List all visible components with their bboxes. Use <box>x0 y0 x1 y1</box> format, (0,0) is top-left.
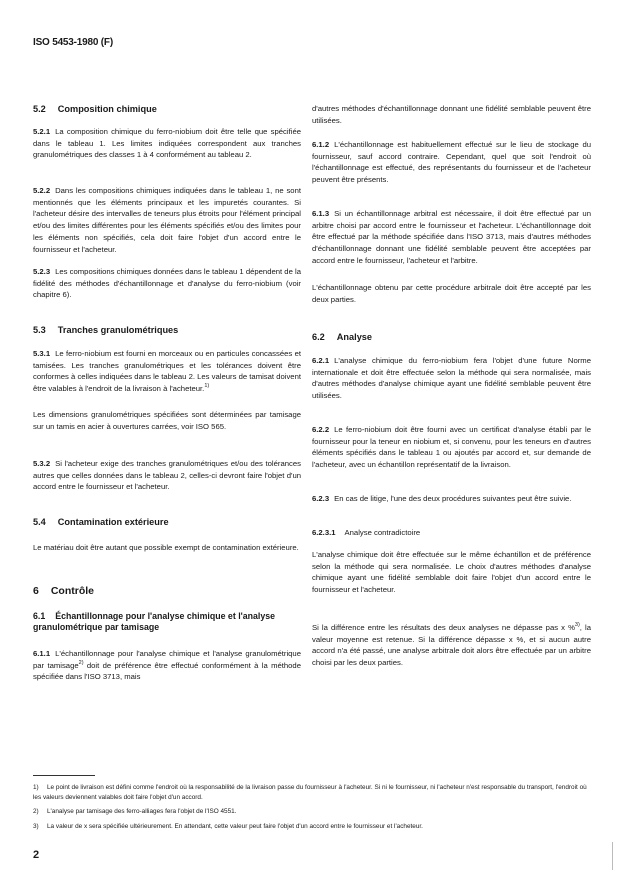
paragraph-6-1-3-b: L'échantillonnage obtenu par cette procédure arbitrale doit être accepté par les deux parties. <box>312 283 591 304</box>
paragraph-6-2-3 <box>312 493 591 505</box>
clause-number: 6.2.3 <box>312 494 330 503</box>
heading-6-2-3-1 <box>312 527 591 539</box>
footnote-ref-3[interactable]: 3) <box>574 622 580 628</box>
paragraph-6-1-1-cont: d'autres méthodes d'échantillonnage donnant une fidélité semblable peuvent être utilisées. <box>312 104 591 125</box>
clause-number: 6.2.1 <box>312 356 330 365</box>
paragraph-6-1-1 <box>33 648 301 683</box>
clause-number: 6.2.3.1 <box>312 528 336 537</box>
paragraph-5-3-1-b: Les dimensions granulométriques spécifiées sont déterminées par tamisage sur un tamis en acier à ouvertures carrées, voir ISO 565. <box>33 410 301 431</box>
footnote-text: Le point de livraison est défini comme l'endroit où la responsabilité de la livraison passe du fournisseur à l'acheteur. Si ni le fournisseur, ni l'acheteur n'est responsable du transport, l'endroit où les valeurs deviennent valables doit faire l'objet d'un accord. <box>33 784 587 801</box>
footnote-ref-2[interactable]: 2) <box>78 659 84 666</box>
paragraph-6-2-3-1: L'analyse chimique doit être effectuée sur le même échantillon et de préférence selon la méthode qui sera normalisée. Le choix d'autres méthodes d'analyse chimique ayant une fidélité semblable doit faire l'objet d'un accord entre le fournisseur et l'acheteur. <box>312 550 591 595</box>
clause-text: Si la différence entre les résultats des deux analyses ne dépasse pas x % <box>312 623 575 632</box>
footnote-number: 2) <box>33 808 39 815</box>
paragraph-5-3-1 <box>33 348 301 395</box>
heading-6-1 <box>33 611 301 633</box>
clause-text-cont: , la valeur moyenne est retenue. Si la différence dépasse x %, et si aucun autre accord n'a été passé, une analyse arbitrale doit alors être effectuée par un arbitre choisi par les deux parties. <box>312 623 591 668</box>
paragraph-5-3-2 <box>33 458 301 493</box>
clause-text: Si un échantillonnage arbitral est nécessaire, il doit être effectué par un arbitre choisi par accord entre le fournisseur et l'acheteur. L'échantillonnage doit être effectué par la méthode spécifiée dans l'ISO 3713, mais d'autres méthodes d'échantillonnage donnant une fidélité semblable peuvent être acceptées par accord entre le fournisseur, l'acheteur et l'arbitre. <box>312 209 591 265</box>
paragraph-5-4: Le matériau doit être autant que possible exempt de contamination extérieure. <box>33 543 299 552</box>
heading-5-2 <box>33 104 301 116</box>
section-number: 6 <box>33 585 39 597</box>
footnote-text: La valeur de x sera spécifiée ultérieurement. En attendant, cette valeur peut faire l'objet d'un accord entre le fournisseur et l'acheteur. <box>47 823 423 830</box>
clause-text: L'échantillonnage est habituellement effectué sur le lieu de stockage du fournisseur, sauf accord contraire. Cependant, quel que soit l'endroit où l'échantillonnage est effectué, des représentants du fournisseur et de l'acheteur peuvent être présents. <box>312 140 591 185</box>
footnote-text: L'analyse par tamisage des ferro-alliages fera l'objet de l'ISO 4551. <box>47 808 237 815</box>
clause-text: Si l'acheteur exige des tranches granulométriques et/ou des tolérances autres que celles données dans le tableau 2, celles-ci devront faire l'objet d'un accord entre le fournisseur et l'acheteur. <box>33 459 301 492</box>
section-title: Tranches granulométriques <box>57 325 179 335</box>
footnote-separator <box>33 775 95 776</box>
heading-5-3 <box>33 325 301 337</box>
paragraph-6-1-3 <box>312 208 591 267</box>
section-number: 5.2 <box>33 104 46 114</box>
paragraph-6-2-1 <box>312 355 591 402</box>
clause-text: Le ferro-niobium est fourni en morceaux ou en particules concassées et tamisées. Les tranches granulométriques et les tolérances doivent être conformes à celles indiquées dans le tableau 2. Les valeurs de tamisat doivent être valables à l'endroit de la livraison à l'acheteur. <box>33 349 301 394</box>
clause-number: 5.3.2 <box>33 459 51 468</box>
section-title: Analyse <box>336 332 373 342</box>
section-title: Composition chimique <box>57 104 157 114</box>
paragraph-5-2-1 <box>33 126 301 161</box>
clause-number: 5.2.1 <box>33 127 51 136</box>
footnote-1 <box>33 783 589 803</box>
footnote-2 <box>33 807 589 817</box>
section-number: 6.1 <box>33 611 46 621</box>
clause-number: 6.1.1 <box>33 649 51 658</box>
clause-number: 6.1.3 <box>312 209 330 218</box>
paragraph-6-2-2 <box>312 424 591 471</box>
heading-5-4 <box>33 517 301 529</box>
section-number: 5.3 <box>33 325 46 335</box>
clause-number: 6.1.2 <box>312 140 330 149</box>
section-number: 6.2 <box>312 332 325 342</box>
footnote-ref-1[interactable]: 1) <box>204 383 210 390</box>
clause-text: Le ferro-niobium doit être fourni avec un certificat d'analyse établi par le fournisseur pour la teneur en niobium et, si convenu, pour les teneurs en d'autres éléments spécifiés dans le tableau 1 ou ajoutés par accord et, sur demande de l'acheteur, avec un échantillon représentatif de la livraison. <box>312 425 591 470</box>
clause-text: L'échantillonnage pour l'analyse chimique et l'analyse granulométrique par tamisage <box>33 649 301 670</box>
clause-number: 5.3.1 <box>33 349 51 358</box>
paragraph-6-1-2 <box>312 139 591 186</box>
clause-text: En cas de litige, l'une des deux procédures suivantes peut être suivie. <box>334 494 572 503</box>
clause-text-cont: doit de préférence être effectué conformément à la méthode spécifiée dans l'ISO 3713, mais <box>33 660 301 682</box>
clause-title: Analyse contradictoire <box>344 528 421 537</box>
section-title: Échantillonnage pour l'analyse chimique et l'analyse granulométrique par tamisage <box>33 611 276 632</box>
section-title: Contamination extérieure <box>57 517 169 527</box>
footnote-number: 3) <box>33 823 39 830</box>
paragraph-5-2-2 <box>33 185 301 255</box>
paragraph-5-2-3 <box>33 266 301 301</box>
clause-number: 5.2.3 <box>33 267 51 276</box>
clause-number: 6.2.2 <box>312 425 330 434</box>
paragraph-6-2-3-1-b <box>312 622 591 669</box>
clause-text: Dans les compositions chimiques indiquées dans le tableau 1, ne sont mentionnés que les éléments principaux et les impuretés courantes. Si l'acheteur désire des intervalles de teneurs plus étroits pour l'élément principal et/ou des limites différentes pour les éléments spécifiés et/ou des limites pour les éléments non spécifiés, cela doit faire l'objet d'un accord entre le fournisseur et l'acheteur. <box>33 186 301 254</box>
clause-number: 5.2.2 <box>33 186 51 195</box>
clause-text: L'analyse chimique du ferro-niobium fera l'objet d'une future Norme internationale et doit être effectuée selon la méthode qui sera normalisée, mais d'autres méthodes d'analyse chimique ayant une fidélité semblable peuvent être utilisées. <box>312 356 591 401</box>
page-number: 2 <box>33 849 40 861</box>
document-header: ISO 5453-1980 (F) <box>33 37 113 48</box>
scan-edge-line <box>612 842 613 870</box>
section-number: 5.4 <box>33 517 46 527</box>
footnote-number: 1) <box>33 784 39 791</box>
section-title: Contrôle <box>50 585 95 597</box>
footnote-3 <box>33 822 589 832</box>
heading-6 <box>33 586 301 598</box>
clause-text: Les compositions chimiques données dans le tableau 1 dépendent de la fidélité des méthodes d'échantillonnage et d'analyse du ferro-niobium (voir chapitre 6). <box>33 267 301 300</box>
clause-text: La composition chimique du ferro-niobium doit être telle que spécifiée dans le tableau 1. Les limites indiquées correspondent aux tranches granulométriques des classes 1 à 4 conformément au tableau 2. <box>33 127 301 160</box>
heading-6-2 <box>312 332 591 344</box>
